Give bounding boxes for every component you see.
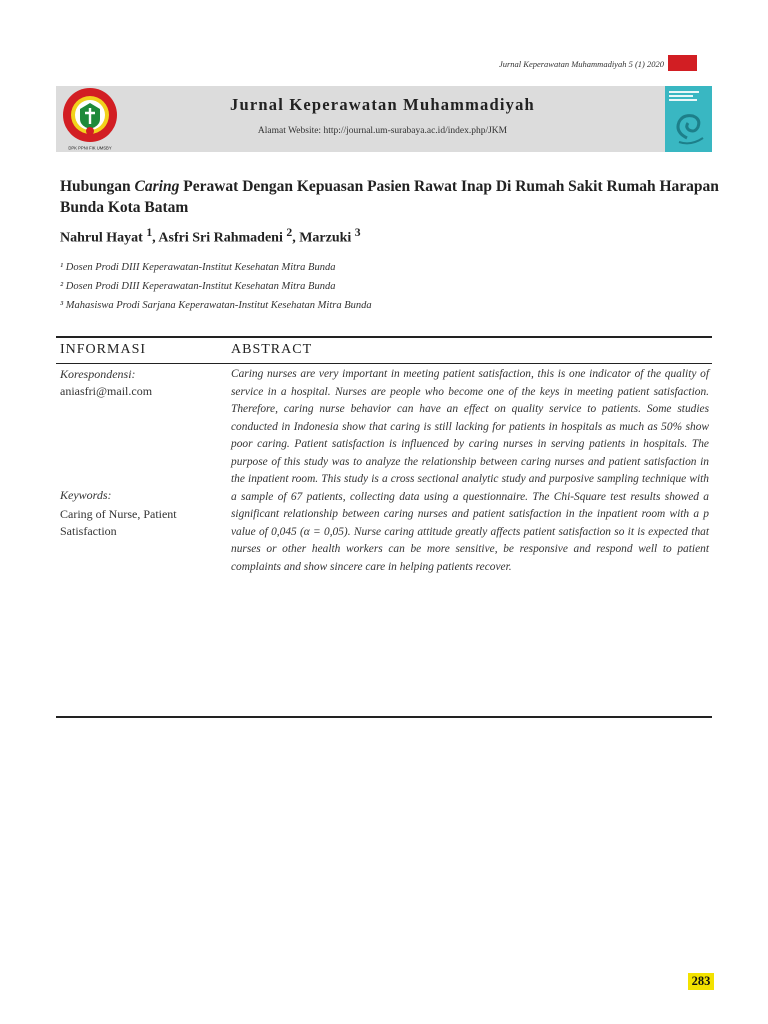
author-affil-mark: 3 [354,226,361,239]
title-prefix: Hubungan [60,178,135,195]
running-head: Jurnal Keperawatan Muhammadiyah 5 (1) 2020 [498,59,664,69]
journal-cover-thumbnail [665,86,712,152]
page-number: 283 [688,973,714,990]
affiliation-mark: ¹ [60,262,64,273]
abstract-text: Caring nurses are very important in meeting patient satisfaction, this is one indicator of the quality of service in a hospital. Nurses are people who become one of the keys in meeting patient satisfaction. Therefore, caring nurse behavior can have an effect on quality service to patients. Some studies conducted in Indonesia show that caring is still lacking for patients in hospitals as much as 50% show poor caring. Patient satisfaction is influenced by caring nurses in serving patients in hospitals. The purpose of this study was to analyze the relationship between caring nurses and patient satisfaction in the inpatient room. This study is a cross sectional analytic study and purposive sampling technique with a sample of 67 patients, collecting data using a questionnaire. The Chi-Square test results showed a significant relationship between caring nurses and patient satisfaction in the inpatient room with a p value of 0,045 (α = 0,05). Nurse caring attitude greatly affects patient satisfaction so it is expected that nurses or other health workers can be more sensitive, be responsive and respond well to patient complaints and show sincere care in helping patients recover. [231,368,709,573]
author-separator: , [152,230,159,246]
affiliation [60,262,335,273]
logo-caption: DPK PPNI FIK UMSBY [68,145,112,151]
keywords-text: Caring of Nurse, Patient Satisfaction [60,507,177,538]
keywords-label: Keywords: [60,488,112,502]
author-name: Marzuki [299,230,355,246]
author-affil-mark: 1 [146,226,153,239]
abstract-heading: ABSTRACT [231,342,313,357]
info-heading: INFORMASI [60,342,147,357]
author-list [60,226,361,247]
affiliation-text: Mahasiswa Prodi Sarjana Keperawatan-Institut Kesehatan Mitra Bunda [63,300,372,311]
author-name: Nahrul Hayat [60,230,147,246]
author-separator: , [292,230,300,246]
author-affil-mark: 2 [286,226,293,239]
author-name: Asfri Sri Rahmadeni [158,230,287,246]
journal-title: Jurnal Keperawatan Muhammadiyah [230,95,535,114]
red-accent-tab [668,55,697,71]
ppni-logo [58,86,122,152]
affiliation-text: Dosen Prodi DIII Keperawatan-Institut Kesehatan Mitra Bunda [63,262,336,273]
top-rule [56,336,712,338]
affiliation-mark: ² [60,281,64,292]
affiliation-mark: ³ [60,300,64,311]
bottom-rule [56,716,712,718]
correspondence-email[interactable]: aniasfri@mail.com [60,384,153,398]
heading-rule [56,363,712,364]
article-title [60,176,720,218]
title-rest: Perawat Dengan Kepuasan Pasien Rawat Inap Di Rumah Sakit Rumah Harapan Bunda Kota Batam [60,178,719,216]
affiliation [60,300,372,311]
journal-website[interactable]: Alamat Website: http://journal.um-surabaya.ac.id/index.php/JKM [257,126,508,136]
affiliation [60,281,335,292]
title-italic-word: Caring [134,178,180,195]
affiliation-text: Dosen Prodi DIII Keperawatan-Institut Kesehatan Mitra Bunda [63,281,336,292]
correspondence-label: Korespondensi: [60,367,136,381]
